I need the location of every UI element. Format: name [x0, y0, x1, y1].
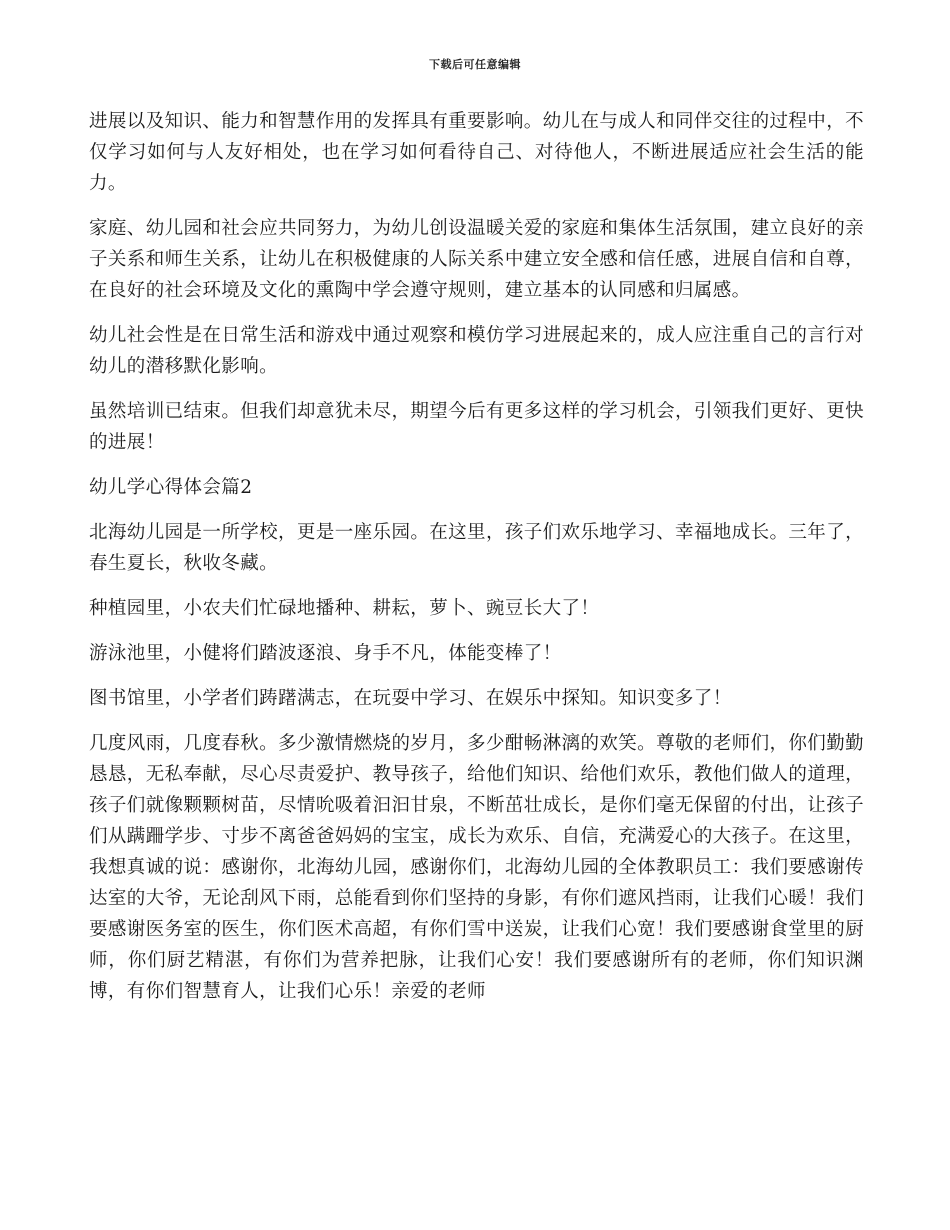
paragraph-7: 游泳池里，小健将们踏波逐浪、身手不凡，体能变棒了！: [89, 643, 562, 664]
paragraph-6: 种植园里，小农夫们忙碌地播种、耕耘，萝卜、豌豆长大了！: [89, 598, 600, 619]
page-header: 下载后可任意编辑: [429, 58, 521, 71]
section-heading: 幼儿学心得体会篇2: [89, 477, 253, 498]
paragraph-4: 虽然培训已结束。但我们却意犹未尽，期望今后有更多这样的学习机会，引领我们更好、更快的进展！: [89, 401, 864, 453]
paragraph-3: 幼儿社会性是在日常生活和游戏中通过观察和模仿学习进展起来的，成人应注重自己的言行对幼儿的潜移默化影响。: [89, 325, 864, 377]
paragraph-1: 进展以及知识、能力和智慧作用的发挥具有重要影响。幼儿在与成人和同伴交往的过程中，不仅学习如何与人友好相处，也在学习如何看待自己、对待他人，不断进展适应社会生活的能力。: [89, 111, 864, 194]
paragraph-2: 家庭、幼儿园和社会应共同努力，为幼儿创设温暖关爱的家庭和集体生活氛围，建立良好的亲子关系和师生关系，让幼儿在积极健康的人际关系中建立安全感和信任感，进展自信和自尊，在良好的社会环境及文化的熏陶中学会遵守规则，建立基本的认同感和归属感。: [89, 218, 864, 301]
paragraph-9: 几度风雨，几度春秋。多少激情燃烧的岁月，多少酣畅淋漓的欢笑。尊敬的老师们，你们勤勤恳恳，无私奉献，尽心尽责爱护、教导孩子，给他们知识、给他们欢乐，教他们做人的道理，孩子们就像颗颗树苗，尽情吮吸着汩汩甘泉，不断茁壮成长，是你们毫无保留的付出，让孩子们从蹒跚学步、寸步不离爸爸妈妈的宝宝，成长为欢乐、自信，充满爱心的大孩子。在这里，我想真诚的说：感谢你，北海幼儿园，感谢你们，北海幼儿园的全体教职员工：我们要感谢传达室的大爷，无论刮风下雨，总能看到你们坚持的身影，有你们遮风挡雨，让我们心暖！我们要感谢医务室的医生，你们医术高超，有你们雪中送炭，让我们心宽！我们要感谢食堂里的厨师，你们厨艺精湛，有你们为营养把脉，让我们心安！我们要感谢所有的老师，你们知识渊博，有你们智慧育人，让我们心乐！亲爱的老师: [89, 733, 864, 1002]
paragraph-5: 北海幼儿园是一所学校，更是一座乐园。在这里，孩子们欢乐地学习、幸福地成长。三年了，春生夏长，秋收冬藏。: [89, 522, 864, 574]
document-body: [89, 106, 864, 1021]
paragraph-8: 图书馆里，小学者们踌躇满志，在玩耍中学习、在娱乐中探知。知识变多了！: [89, 688, 732, 709]
